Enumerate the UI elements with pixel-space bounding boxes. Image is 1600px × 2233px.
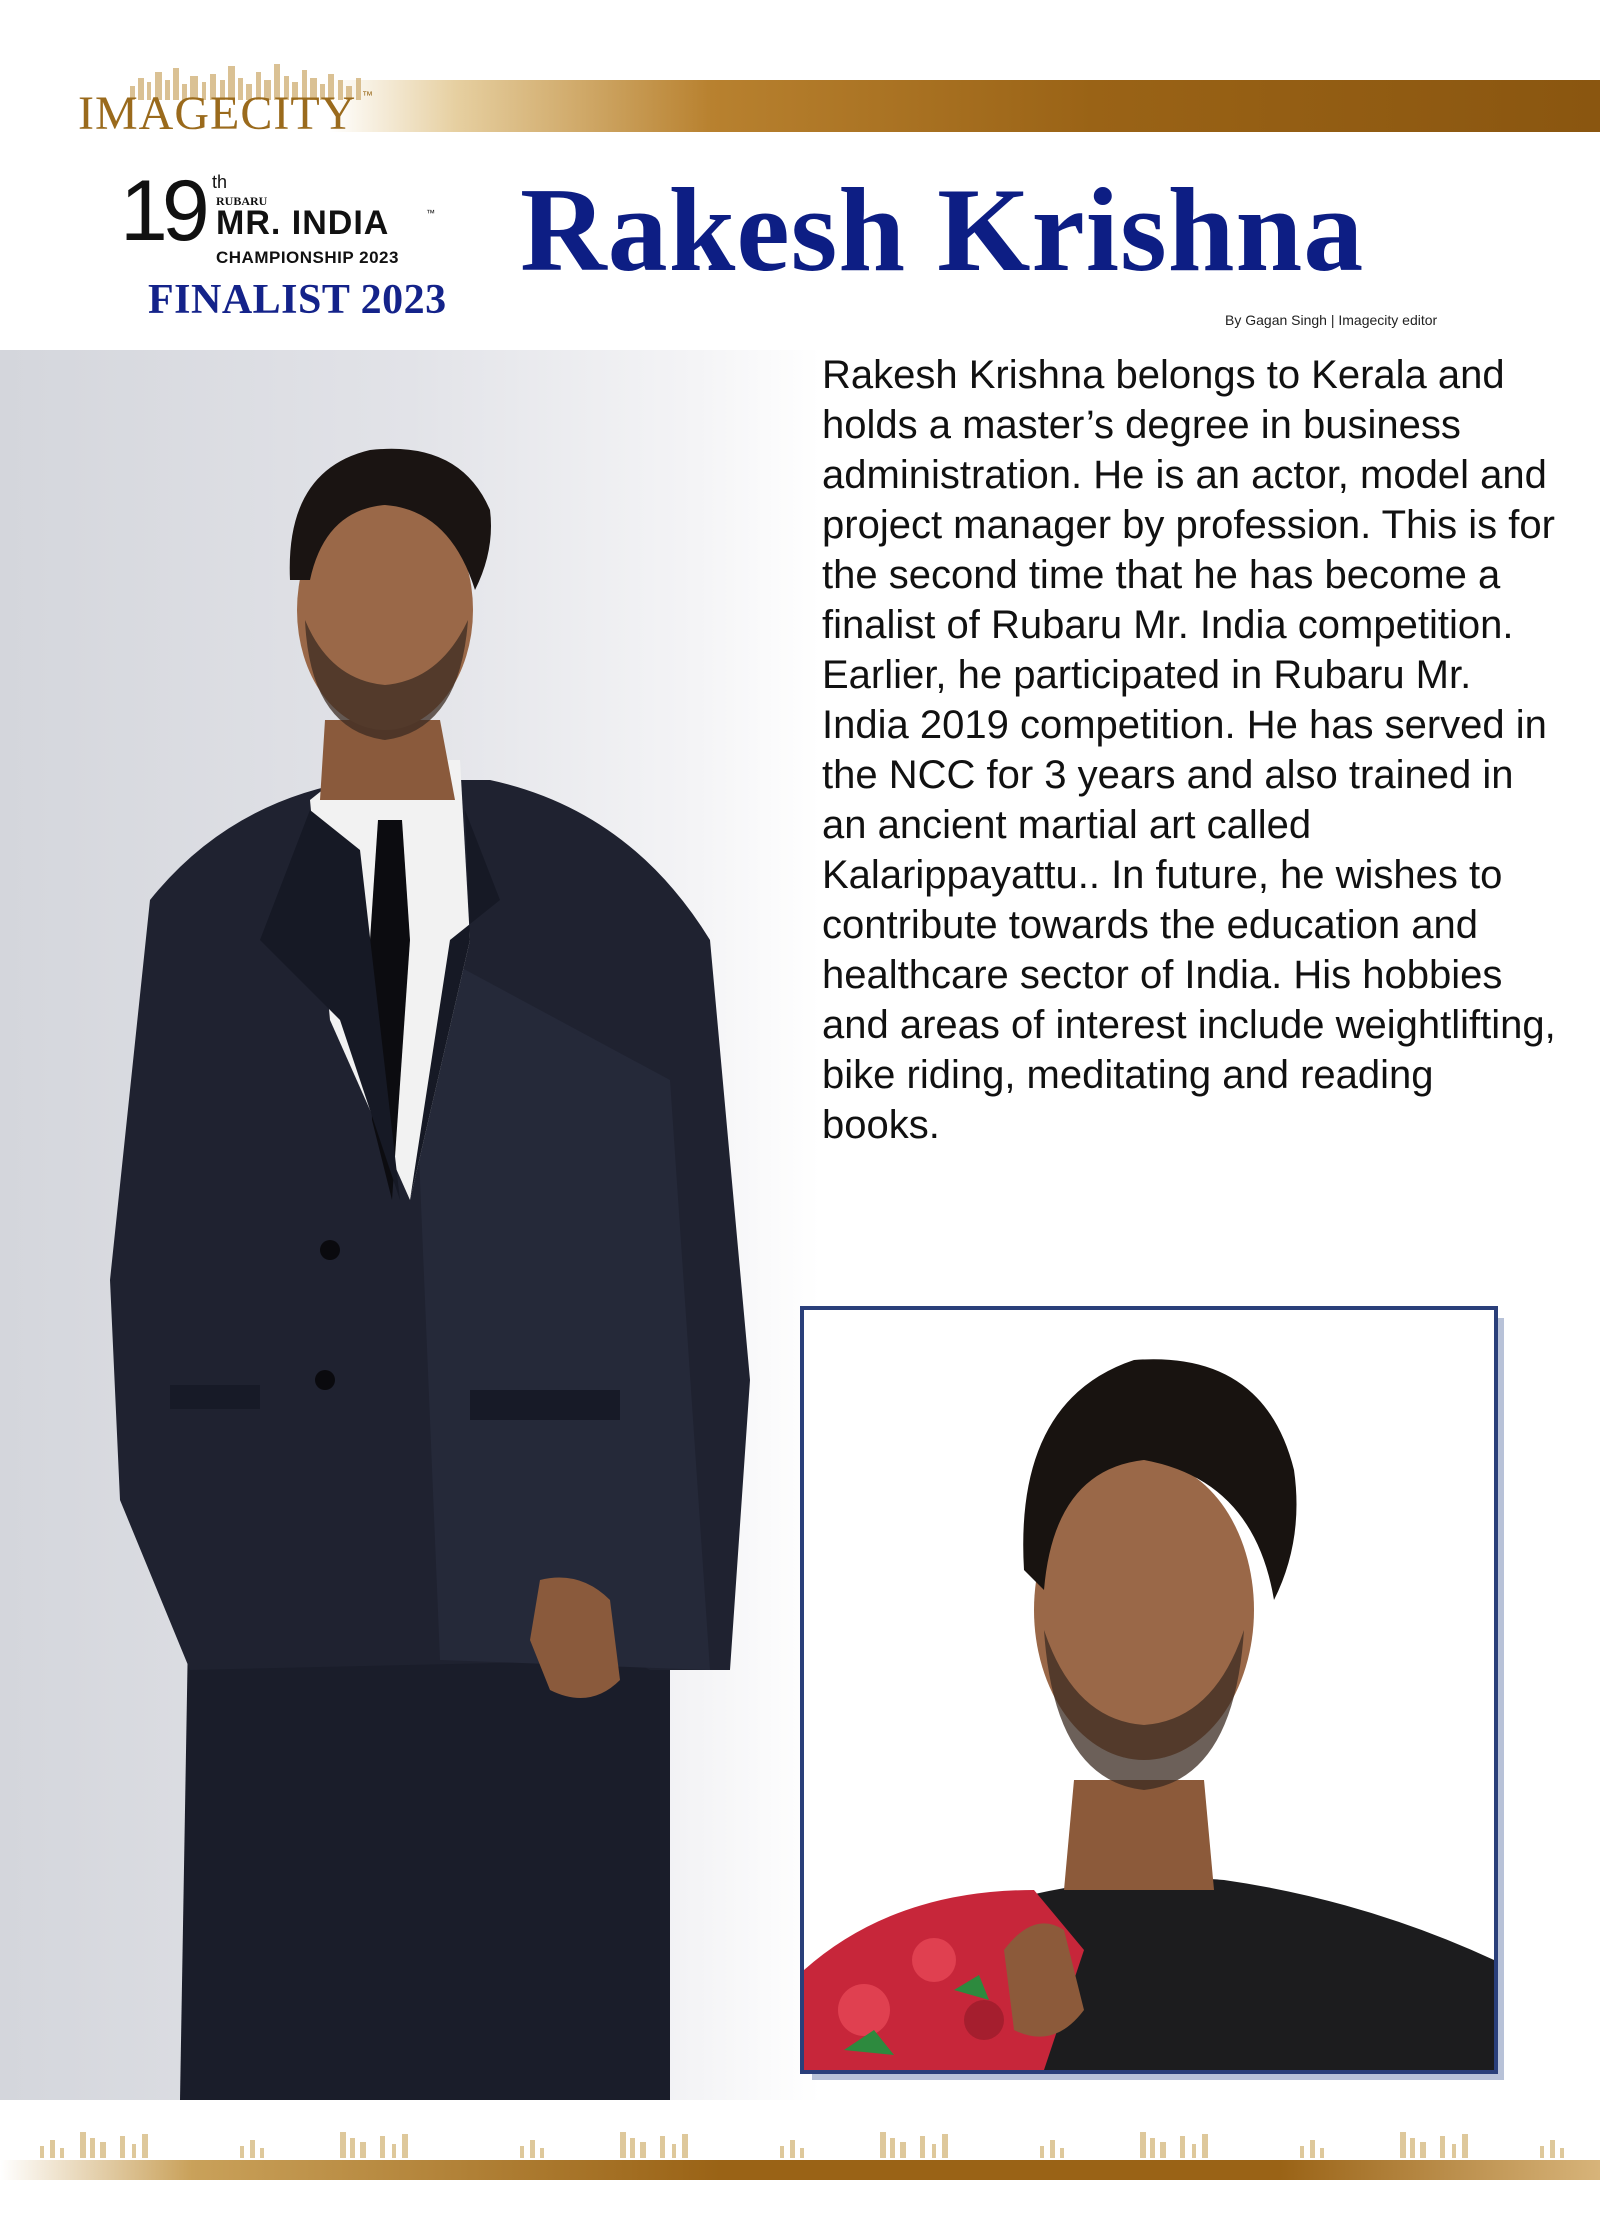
event-number: 19 [120, 163, 204, 259]
inset-photo-frame [800, 1306, 1498, 2074]
header-brand-bar [330, 80, 1600, 132]
event-ordinal: th [212, 172, 228, 192]
event-rubaru: RUBARU [216, 194, 268, 208]
man-with-floral-jacket-photo [804, 1310, 1494, 2070]
footer-bar [0, 2160, 1600, 2180]
bio-paragraph: Rakesh Krishna belongs to Kerala and holds a master’s degree in business administration. He is an actor, model and project manager by profession. This is for the second time that he has become a finalist of Rubaru Mr. India competition. Earlier, he participated in Rubaru Mr. India 2019 competition. He has served in the NCC for 3 years and also trained in an ancient martial art called Kalarippayattu.. In future, he wishes to contribute towards the education and healthcare sector of India. His hobbies and areas of interest include weightlifting, bike riding, meditating and reading books. [822, 353, 1556, 1147]
event-title: MR. INDIA [216, 204, 390, 242]
imagecity-logo [70, 60, 390, 140]
byline: By Gagan Singh | Imagecity editor [1225, 312, 1438, 328]
event-trademark: ™ [426, 208, 435, 218]
page-title: Rakesh Krishna [520, 163, 1365, 296]
brand-trademark: ™ [362, 90, 373, 102]
mr-india-championship-logo [120, 163, 450, 278]
footer-skyline-icon [0, 2118, 1600, 2158]
brand-name: IMAGECITY [78, 87, 357, 140]
finalist-label: FINALIST 2023 [148, 277, 447, 323]
man-in-black-suit-photo [110, 380, 810, 2100]
event-subtitle: CHAMPIONSHIP 2023 [216, 248, 399, 267]
